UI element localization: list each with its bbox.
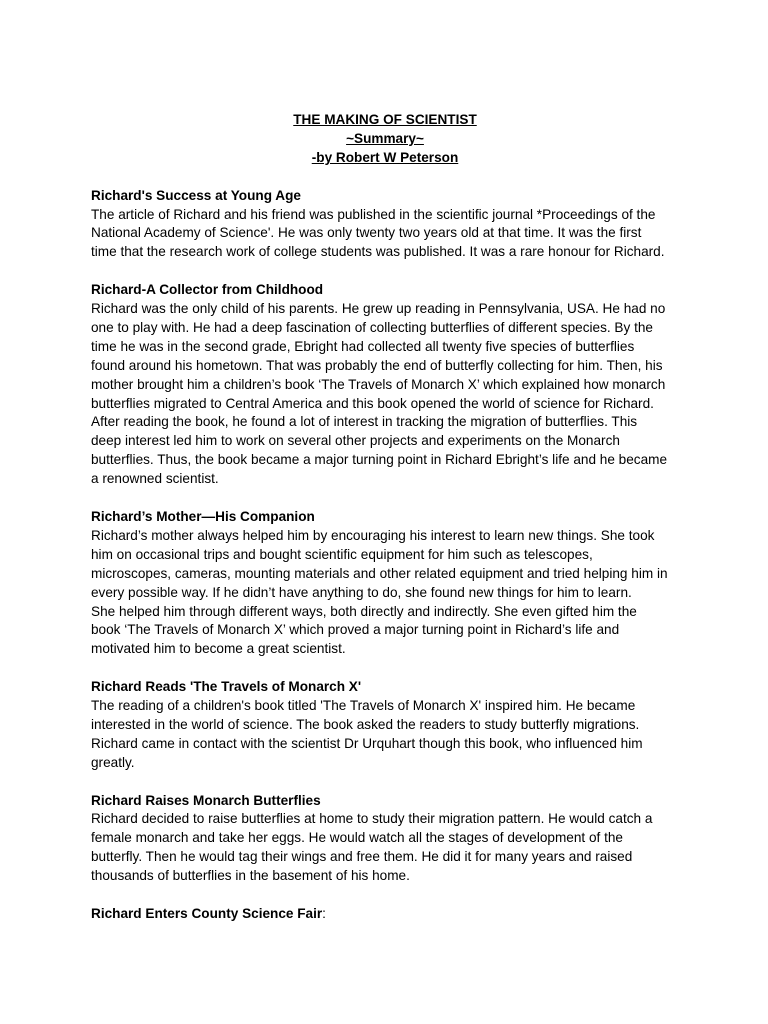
section xyxy=(91,678,679,773)
paragraph-line: microscopes, cameras, mounting materials and other related equipment and tried helping him in xyxy=(91,565,668,581)
section-heading xyxy=(91,792,679,811)
section-paragraph xyxy=(91,697,679,773)
section-paragraph xyxy=(91,206,679,263)
paragraph-line: After reading the book, he found a lot of interest in tracking the migration of butterflies. This xyxy=(91,414,638,430)
section-heading-text: Richard Raises Monarch Butterflies xyxy=(91,792,321,808)
paragraph-line: Richard came in contact with the scientist Dr Urquhart though this book, who influenced him xyxy=(91,735,643,751)
paragraph-line: mother brought him a children’s book ‘The Travels of Monarch X’ which explained how monarch xyxy=(91,376,666,392)
sections-container xyxy=(91,187,679,924)
paragraph-line: thousands of butterflies in the basement of his home. xyxy=(91,868,410,884)
document-page xyxy=(91,111,679,943)
paragraph-line: National Academy of Science'. He was only twenty two years old at that time. It was the first xyxy=(91,225,642,241)
section-heading xyxy=(91,187,679,206)
document-subtitle: ~Summary~ xyxy=(346,130,424,146)
section-heading xyxy=(91,905,679,924)
section xyxy=(91,905,679,924)
section-heading xyxy=(91,678,679,697)
paragraph-line: every possible way. If he didn’t have anything to do, she found new things for him to learn. xyxy=(91,584,632,600)
section xyxy=(91,187,679,263)
document-title: THE MAKING OF SCIENTIST xyxy=(293,112,477,127)
paragraph-line: The article of Richard and his friend was published in the scientific journal *Proceedings of the xyxy=(91,206,656,222)
title-block xyxy=(91,111,679,168)
paragraph-line: a renowned scientist. xyxy=(91,471,219,487)
paragraph-line: The reading of a children's book titled 'The Travels of Monarch X' inspired him. He became xyxy=(91,698,636,714)
section-paragraph xyxy=(91,810,679,886)
section-heading-punctuation: : xyxy=(322,905,326,921)
section-heading-text: Richard's Success at Young Age xyxy=(91,187,301,203)
section-heading-text: Richard Enters County Science Fair xyxy=(91,905,323,921)
section-heading-text: Richard Reads 'The Travels of Monarch X' xyxy=(91,679,362,695)
section-heading xyxy=(91,281,679,300)
paragraph-line: Richard decided to raise butterflies at home to study their migration pattern. He would catch a xyxy=(91,811,653,827)
paragraph-line: deep interest led him to work on several other projects and experiments on the Monarch xyxy=(91,433,620,449)
paragraph-line: butterflies. Thus, the book became a major turning point in Richard Ebright’s life and he became xyxy=(91,452,668,468)
paragraph-line: him on occasional trips and bought scientific equipment for him such as telescopes, xyxy=(91,546,593,562)
section-paragraph xyxy=(91,300,679,489)
paragraph-line: female monarch and take her eggs. He would watch all the stages of development of the xyxy=(91,830,623,846)
section xyxy=(91,508,679,659)
document-author: -by Robert W Peterson xyxy=(311,149,459,165)
section-heading xyxy=(91,508,679,527)
paragraph-line: time that the research work of college students was published. It was a rare honour for Richard. xyxy=(91,244,665,260)
paragraph-line: Richard was the only child of his parents. He grew up reading in Pennsylvania, USA. He had no xyxy=(91,301,666,317)
paragraph-line: butterflies migrated to Central America and this book opened the world of science for Richard. xyxy=(91,395,654,411)
paragraph-line: butterfly. Then he would tag their wings and free them. He did it for many years and raised xyxy=(91,849,633,865)
paragraph-line: She helped him through different ways, both directly and indirectly. She even gifted him the xyxy=(91,603,637,619)
paragraph-line: greatly. xyxy=(91,754,135,770)
paragraph-line: Richard’s mother always helped him by encouraging his interest to learn new things. She took xyxy=(91,527,655,543)
section-heading-text: Richard-A Collector from Childhood xyxy=(91,282,324,298)
paragraph-line: motivated him to become a great scientist. xyxy=(91,641,346,657)
paragraph-line: time he was in the second grade, Ebright had collected all twenty five species of butterflies xyxy=(91,338,635,354)
section-paragraph xyxy=(91,527,679,659)
section-heading-text: Richard’s Mother—His Companion xyxy=(91,508,315,524)
paragraph-line: book ‘The Travels of Monarch X’ which proved a major turning point in Richard’s life and xyxy=(91,622,620,638)
paragraph-line: interested in the world of science. The book asked the readers to study butterfly migrations. xyxy=(91,716,640,732)
paragraph-line: one to play with. He had a deep fascination of collecting butterflies of different species. By the xyxy=(91,319,653,335)
section xyxy=(91,792,679,887)
paragraph-line: found around his hometown. That was probably the end of butterfly collecting for him. Then, his xyxy=(91,357,663,373)
section xyxy=(91,281,679,489)
